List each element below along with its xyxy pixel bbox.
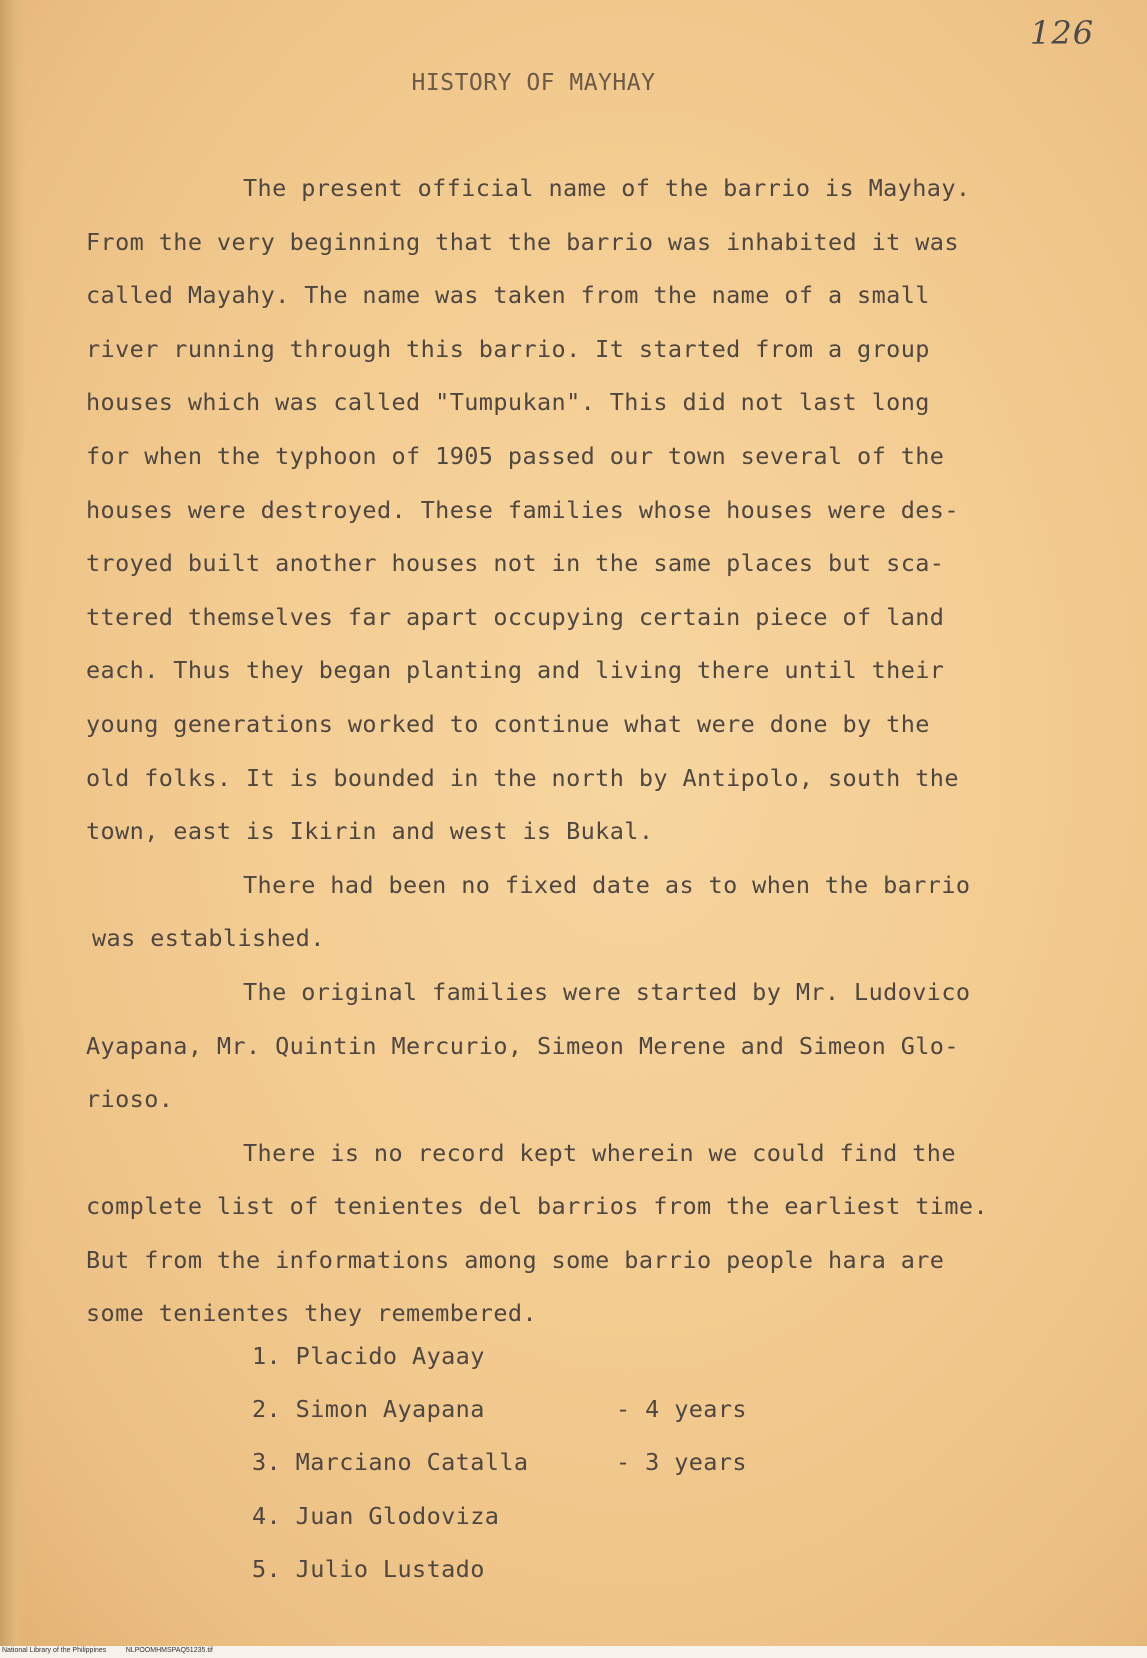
text-line: complete list of tenientes del barrios from the earliest time. xyxy=(86,1192,988,1221)
text-line: ttered themselves far apart occupying certain piece of land xyxy=(86,602,945,631)
text-line: Ayapana, Mr. Quintin Mercurio, Simeon Merene and Simeon Glo- xyxy=(86,1031,959,1060)
text-line: troyed built another houses not in the same places but sca- xyxy=(86,549,945,578)
text-line: was established. xyxy=(92,924,325,953)
text-line: But from the informations among some barrio people hara are xyxy=(86,1245,945,1274)
list-item xyxy=(252,1330,747,1383)
text-line: each. Thus they began planting and living there until their xyxy=(86,656,945,685)
text-line: young generations worked to continue what were done by the xyxy=(86,709,930,738)
text-line: From the very beginning that the barrio was inhabited it was xyxy=(86,227,959,256)
list-item xyxy=(252,1543,747,1596)
scan-footer xyxy=(2,1647,213,1654)
scan-file-id: NLPOOMHMSPAQ51235.tif xyxy=(125,1647,213,1654)
list-item xyxy=(252,1436,747,1489)
text-line: some tenientes they remembered. xyxy=(86,1299,537,1328)
list-item xyxy=(252,1490,747,1543)
text-line: houses which was called "Tumpukan". This did not last long xyxy=(86,388,930,417)
teniente-years: - 4 years xyxy=(616,1395,747,1424)
teniente-name: 3. Marciano Catalla xyxy=(252,1448,529,1477)
text-line: river running through this barrio. It started from a group xyxy=(86,334,930,363)
teniente-name: 1. Placido Ayaay xyxy=(252,1342,485,1370)
tenientes-list xyxy=(252,1330,747,1596)
list-item xyxy=(252,1383,747,1436)
teniente-name: 2. Simon Ayapana xyxy=(252,1395,485,1424)
document-title: HISTORY OF MAYHAY xyxy=(411,70,656,96)
text-line: old folks. It is bounded in the north by Antipolo, south the xyxy=(86,763,959,792)
text-line: There had been no fixed date as to when the barrio xyxy=(243,870,971,899)
text-line: rioso. xyxy=(86,1085,174,1114)
document-body xyxy=(86,162,1086,1341)
text-line: The present official name of the barrio is Mayhay. xyxy=(243,174,971,202)
text-line: houses were destroyed. These families whose houses were des- xyxy=(86,495,959,524)
text-line: called Mayahy. The name was taken from the name of a small xyxy=(86,281,930,310)
teniente-name: 5. Julio Lustado xyxy=(252,1554,485,1583)
text-line: The original families were started by Mr. Ludovico xyxy=(243,977,971,1006)
library-credit: National Library of the Philippines xyxy=(2,1647,107,1654)
teniente-name: 4. Juan Glodoviza xyxy=(252,1501,500,1530)
text-line: for when the typhoon of 1905 passed our town several of the xyxy=(86,441,945,470)
text-line: town, east is Ikirin and west is Bukal. xyxy=(86,817,654,846)
text-line: There is no record kept wherein we could find the xyxy=(243,1138,956,1167)
teniente-years: - 3 years xyxy=(616,1448,747,1477)
page-edge-shadow xyxy=(0,0,26,1646)
handwritten-page-number: 126 xyxy=(1030,14,1095,52)
